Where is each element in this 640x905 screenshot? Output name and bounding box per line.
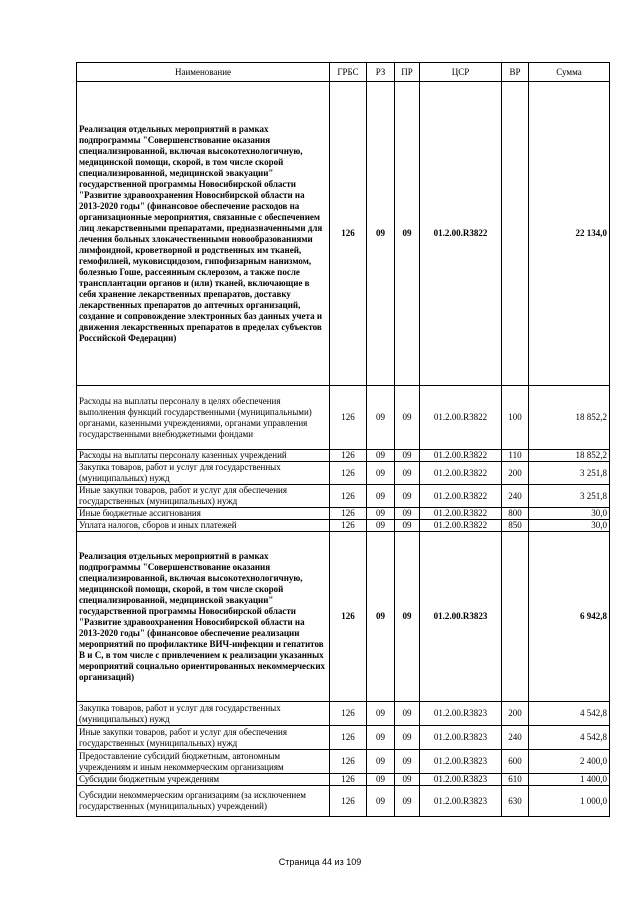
header-vr: ВР [502, 63, 529, 82]
row-sum: 22 134,0 [529, 82, 610, 386]
row-name: Реализация отдельных мероприятий в рамках подпрограммы "Совершенствование оказания специализированной, включая высокотехнологичную, медицинской помощи, скорой, в том числе скорой специализированной, медицинской эвакуации" государственной программы Новосибирской области "Развитие здравоохранения Новосибирской области на 2013-2020 годы" (финансовое обеспечение реализации мероприятий по профилактике ВИЧ-инфекции и гепатитов В и С, в том числе с привлечением к реализации указанных мероприятий социально ориентированных некоммерческих организаций) [77, 532, 330, 702]
row-csr: 01.2.00.R3823 [420, 774, 502, 786]
table-row [77, 386, 610, 450]
row-sum: 30,0 [529, 508, 610, 520]
row-pr: 09 [395, 450, 420, 462]
row-sum: 2 400,0 [529, 750, 610, 774]
table-row [77, 520, 610, 532]
row-sum: 4 542,8 [529, 702, 610, 726]
row-csr: 01.2.00.R3822 [420, 450, 502, 462]
row-rz: 09 [367, 750, 395, 774]
row-pr: 09 [395, 462, 420, 485]
row-sum: 3 251,8 [529, 462, 610, 485]
row-sum: 3 251,8 [529, 485, 610, 508]
row-grbs: 126 [330, 450, 367, 462]
row-sum: 1 400,0 [529, 774, 610, 786]
row-vr [502, 532, 529, 702]
row-grbs: 126 [330, 520, 367, 532]
row-vr [502, 82, 529, 386]
row-pr: 09 [395, 774, 420, 786]
table-row [77, 750, 610, 774]
row-grbs: 126 [330, 750, 367, 774]
row-sum: 4 542,8 [529, 726, 610, 750]
row-rz: 09 [367, 726, 395, 750]
row-name: Расходы на выплаты персоналу в целях обеспечения выполнения функций государственными (муниципальными) органами, казенными учреждениями, органами управления государственными внебюджетными фондами [77, 386, 330, 450]
header-sum: Сумма [529, 63, 610, 82]
row-rz: 09 [367, 450, 395, 462]
row-csr: 01.2.00.R3823 [420, 532, 502, 702]
table-header-row [77, 63, 610, 82]
row-sum: 18 852,2 [529, 450, 610, 462]
row-pr: 09 [395, 485, 420, 508]
row-name: Закупка товаров, работ и услуг для государственных (муниципальных) нужд [77, 702, 330, 726]
row-name: Предоставление субсидий бюджетным, автономным учреждениям и иным некоммерческим организациям [77, 750, 330, 774]
row-vr: 100 [502, 386, 529, 450]
table-row [77, 508, 610, 520]
row-pr: 09 [395, 786, 420, 817]
row-name: Иные закупки товаров, работ и услуг для обеспечения государственных (муниципальных) нужд [77, 485, 330, 508]
row-vr: 200 [502, 702, 529, 726]
row-vr: 200 [502, 462, 529, 485]
row-name: Уплата налогов, сборов и иных платежей [77, 520, 330, 532]
row-grbs: 126 [330, 726, 367, 750]
row-vr: 850 [502, 520, 529, 532]
row-rz: 09 [367, 520, 395, 532]
row-name: Иные закупки товаров, работ и услуг для обеспечения государственных (муниципальных) нужд [77, 726, 330, 750]
row-rz: 09 [367, 774, 395, 786]
row-vr: 240 [502, 485, 529, 508]
row-rz: 09 [367, 386, 395, 450]
row-rz: 09 [367, 532, 395, 702]
row-grbs: 126 [330, 386, 367, 450]
row-rz: 09 [367, 485, 395, 508]
header-csr: ЦСР [420, 63, 502, 82]
row-vr: 110 [502, 450, 529, 462]
row-csr: 01.2.00.R3823 [420, 702, 502, 726]
table-row [77, 702, 610, 726]
row-sum: 1 000,0 [529, 786, 610, 817]
row-vr: 610 [502, 774, 529, 786]
row-csr: 01.2.00.R3822 [420, 520, 502, 532]
row-grbs: 126 [330, 774, 367, 786]
header-pr: ПР [395, 63, 420, 82]
table-row [77, 726, 610, 750]
row-pr: 09 [395, 726, 420, 750]
budget-table-container [76, 62, 609, 817]
row-grbs: 126 [330, 508, 367, 520]
row-pr: 09 [395, 386, 420, 450]
row-grbs: 126 [330, 82, 367, 386]
row-sum: 6 942,8 [529, 532, 610, 702]
row-csr: 01.2.00.R3822 [420, 386, 502, 450]
row-name: Реализация отдельных мероприятий в рамках подпрограммы "Совершенствование оказания специализированной, включая высокотехнологичную, медицинской помощи, скорой, в том числе скорой специализированной, медицинской эвакуации" государственной программы Новосибирской области "Развитие здравоохранения Новосибирской области на 2013-2020 годы" (финансовое обеспечение расходов на организационные мероприятия, связанные с обеспечением лиц лекарственными препаратами, предназначенными для лечения больных злокачественными новообразованиями лимфоидной, кроветворной и родственных им тканей, гемофилией, муковисцидозом, гипофизарным нанизмом, болезнью Гоше, рассеянным склерозом, а также после трансплантации органов и (или) тканей, включающие в себя хранение лекарственных препаратов, доставку лекарственных препаратов до аптечных организаций, создание и сопровождение электронных баз данных учета и движения лекарственных препаратов в пределах субъектов Российской Федерации) [77, 82, 330, 386]
row-grbs: 126 [330, 702, 367, 726]
table-body [77, 82, 610, 817]
row-pr: 09 [395, 750, 420, 774]
row-csr: 01.2.00.R3822 [420, 485, 502, 508]
table-row [77, 786, 610, 817]
header-name: Наименование [77, 63, 330, 82]
table-row [77, 82, 610, 386]
row-name: Субсидии бюджетным учреждениям [77, 774, 330, 786]
row-sum: 30,0 [529, 520, 610, 532]
row-vr: 600 [502, 750, 529, 774]
row-csr: 01.2.00.R3822 [420, 462, 502, 485]
row-rz: 09 [367, 508, 395, 520]
row-grbs: 126 [330, 532, 367, 702]
budget-table [76, 62, 610, 817]
page-number: Страница 44 из 109 [278, 857, 362, 867]
row-vr: 240 [502, 726, 529, 750]
row-csr: 01.2.00.R3822 [420, 82, 502, 386]
row-rz: 09 [367, 702, 395, 726]
row-name: Закупка товаров, работ и услуг для государственных (муниципальных) нужд [77, 462, 330, 485]
header-grbs: ГРБС [330, 63, 367, 82]
table-row [77, 532, 610, 702]
row-name: Иные бюджетные ассигнования [77, 508, 330, 520]
row-pr: 09 [395, 520, 420, 532]
row-pr: 09 [395, 508, 420, 520]
row-csr: 01.2.00.R3823 [420, 786, 502, 817]
table-row [77, 450, 610, 462]
row-grbs: 126 [330, 462, 367, 485]
row-csr: 01.2.00.R3822 [420, 508, 502, 520]
row-csr: 01.2.00.R3823 [420, 750, 502, 774]
table-row [77, 485, 610, 508]
header-rz: РЗ [367, 63, 395, 82]
table-row [77, 774, 610, 786]
row-pr: 09 [395, 532, 420, 702]
row-pr: 09 [395, 702, 420, 726]
table-row [77, 462, 610, 485]
row-rz: 09 [367, 786, 395, 817]
row-name: Расходы на выплаты персоналу казенных учреждений [77, 450, 330, 462]
row-rz: 09 [367, 462, 395, 485]
row-pr: 09 [395, 82, 420, 386]
row-vr: 800 [502, 508, 529, 520]
row-vr: 630 [502, 786, 529, 817]
row-grbs: 126 [330, 786, 367, 817]
row-rz: 09 [367, 82, 395, 386]
row-grbs: 126 [330, 485, 367, 508]
row-sum: 18 852,2 [529, 386, 610, 450]
row-name: Субсидии некоммерческим организациям (за исключением государственных (муниципальных) учреждений) [77, 786, 330, 817]
row-csr: 01.2.00.R3823 [420, 726, 502, 750]
